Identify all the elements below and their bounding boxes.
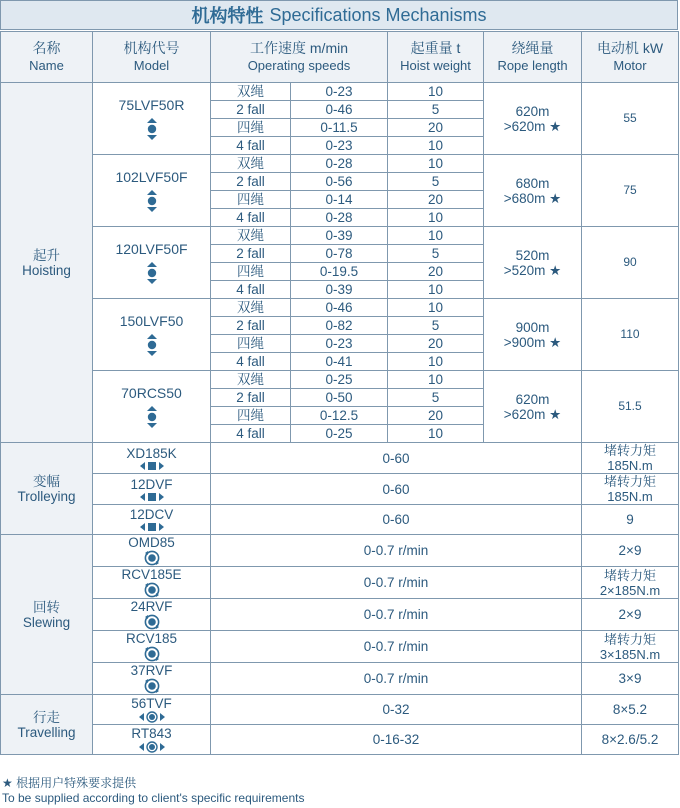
trolley-arrows-icon bbox=[93, 492, 210, 502]
rope-value-optional: >520m ★ bbox=[503, 262, 562, 278]
load-cell: 10 bbox=[388, 371, 484, 389]
load-cell: 5 bbox=[388, 317, 484, 335]
motor-cell: 90 bbox=[582, 227, 679, 299]
trolley-arrows-icon bbox=[93, 522, 210, 532]
model-cell bbox=[93, 695, 211, 725]
motor-cell bbox=[582, 695, 679, 725]
speed-cell: 0-60 bbox=[211, 505, 582, 535]
motor-cell: 110 bbox=[582, 299, 679, 371]
speed-cell: 0-82 bbox=[291, 317, 388, 335]
speed-cell: 0-0.7 r/min bbox=[211, 567, 582, 599]
table-row bbox=[1, 505, 679, 535]
load-cell: 5 bbox=[388, 389, 484, 407]
reeving-cell: 双绳 bbox=[211, 227, 291, 245]
table-row bbox=[1, 725, 679, 755]
model-cell bbox=[93, 299, 211, 371]
model-cell bbox=[93, 663, 211, 695]
table-row bbox=[1, 599, 679, 631]
model-name: 37RVF bbox=[130, 663, 173, 678]
speed-cell: 0-25 bbox=[291, 371, 388, 389]
speed-cell: 0-14 bbox=[291, 191, 388, 209]
rope-value: 620m bbox=[515, 103, 550, 119]
model-cell bbox=[93, 155, 211, 227]
model-name: 150LVF50 bbox=[119, 312, 184, 329]
load-cell: 10 bbox=[388, 425, 484, 443]
rope-cell bbox=[484, 83, 582, 155]
reeving-cell: 双绳 bbox=[211, 155, 291, 173]
table-row bbox=[1, 567, 679, 599]
speed-cell: 0-60 bbox=[211, 443, 582, 474]
reeving-cell: 四绳 bbox=[211, 263, 291, 281]
category-cn: 起升 bbox=[33, 247, 60, 263]
speed-cell: 0-23 bbox=[291, 137, 388, 155]
model-name: 12DVF bbox=[130, 476, 173, 492]
hoist-arrows-icon bbox=[93, 262, 210, 284]
header-name: 名称 Name bbox=[1, 32, 93, 83]
rope-cell bbox=[484, 371, 582, 443]
load-cell: 20 bbox=[388, 263, 484, 281]
category-travelling bbox=[1, 695, 93, 755]
model-cell bbox=[93, 227, 211, 299]
motor-line: 堵转力矩 bbox=[603, 631, 656, 647]
motor-line: 2×185N.m bbox=[599, 582, 661, 598]
model-name: 70RCS50 bbox=[121, 384, 182, 401]
model-cell bbox=[93, 725, 211, 755]
header-motor: 电动机 kW Motor bbox=[582, 32, 679, 83]
reeving-cell: 4 fall bbox=[211, 353, 291, 371]
motor-cell bbox=[582, 567, 679, 599]
slewing-icon bbox=[93, 646, 210, 662]
load-cell: 10 bbox=[388, 155, 484, 173]
model-cell bbox=[93, 371, 211, 443]
rope-value-optional: >680m ★ bbox=[503, 190, 562, 206]
speed-cell: 0-32 bbox=[211, 695, 582, 725]
travelling-section bbox=[1, 695, 679, 755]
slewing-icon bbox=[93, 550, 210, 566]
reeving-cell: 2 fall bbox=[211, 245, 291, 263]
rope-value: 900m bbox=[515, 319, 550, 335]
reeving-cell: 双绳 bbox=[211, 299, 291, 317]
motor-cell bbox=[582, 443, 679, 474]
model-name: OMD85 bbox=[128, 535, 175, 550]
table-row bbox=[1, 83, 679, 101]
table-row bbox=[1, 227, 679, 245]
motor-line: 8×2.6/5.2 bbox=[601, 732, 659, 747]
header-load: 起重量 t Hoist weight bbox=[388, 32, 484, 83]
rope-value-optional: >900m ★ bbox=[503, 334, 562, 350]
spec-table bbox=[0, 31, 679, 755]
speed-cell: 0-28 bbox=[291, 209, 388, 227]
rope-value: 520m bbox=[515, 247, 550, 263]
category-en: Slewing bbox=[22, 614, 71, 630]
model-cell bbox=[93, 83, 211, 155]
category-cn: 行走 bbox=[33, 709, 60, 725]
slewing-icon bbox=[93, 678, 210, 694]
model-name: RCV185E bbox=[121, 567, 182, 582]
speed-cell: 0-23 bbox=[291, 83, 388, 101]
speed-cell: 0-39 bbox=[291, 227, 388, 245]
slewing-section bbox=[1, 535, 679, 695]
trolleying-section bbox=[1, 443, 679, 535]
category-hoisting bbox=[1, 83, 93, 443]
header-row bbox=[1, 32, 679, 83]
speed-cell: 0-78 bbox=[291, 245, 388, 263]
speed-cell: 0-50 bbox=[291, 389, 388, 407]
model-name: RT843 bbox=[131, 726, 172, 741]
title-cn: 机构特性 bbox=[191, 6, 264, 26]
rope-value: 620m bbox=[515, 391, 550, 407]
motor-cell bbox=[582, 725, 679, 755]
motor-line: 9 bbox=[626, 512, 634, 527]
reeving-cell: 2 fall bbox=[211, 101, 291, 119]
load-cell: 10 bbox=[388, 353, 484, 371]
model-name: RCV185 bbox=[125, 631, 178, 646]
reeving-cell: 2 fall bbox=[211, 317, 291, 335]
load-cell: 20 bbox=[388, 407, 484, 425]
footnote-en: To be supplied according to client's specific requirements bbox=[2, 791, 305, 805]
reeving-cell: 四绳 bbox=[211, 407, 291, 425]
model-cell bbox=[93, 505, 211, 535]
motor-cell: 55 bbox=[582, 83, 679, 155]
motor-line: 堵转力矩 bbox=[603, 443, 656, 458]
reeving-cell: 2 fall bbox=[211, 389, 291, 407]
motor-line: 2×9 bbox=[618, 543, 642, 558]
motor-cell bbox=[582, 505, 679, 535]
slewing-icon bbox=[93, 614, 210, 630]
motor-cell: 51.5 bbox=[582, 371, 679, 443]
category-cn: 回转 bbox=[33, 599, 60, 615]
speed-cell: 0-46 bbox=[291, 101, 388, 119]
reeving-cell: 四绳 bbox=[211, 335, 291, 353]
speed-cell: 0-39 bbox=[291, 281, 388, 299]
load-cell: 10 bbox=[388, 83, 484, 101]
motor-cell bbox=[582, 663, 679, 695]
motor-line: 3×185N.m bbox=[599, 646, 661, 662]
load-cell: 10 bbox=[388, 299, 484, 317]
load-cell: 5 bbox=[388, 245, 484, 263]
model-cell bbox=[93, 474, 211, 505]
load-cell: 20 bbox=[388, 119, 484, 137]
trolley-arrows-icon bbox=[93, 461, 210, 471]
motor-cell bbox=[582, 631, 679, 663]
model-name: 56TVF bbox=[131, 696, 172, 711]
speed-cell: 0-0.7 r/min bbox=[211, 631, 582, 663]
motor-line: 2×9 bbox=[618, 607, 642, 622]
table-row bbox=[1, 371, 679, 389]
reeving-cell: 4 fall bbox=[211, 425, 291, 443]
model-cell bbox=[93, 535, 211, 567]
hoist-arrows-icon bbox=[93, 118, 210, 140]
hoist-arrows-icon bbox=[93, 190, 210, 212]
table-row bbox=[1, 695, 679, 725]
reeving-cell: 双绳 bbox=[211, 83, 291, 101]
motor-line: 3×9 bbox=[618, 671, 642, 686]
model-name: 75LVF50R bbox=[118, 96, 185, 113]
table-row bbox=[1, 443, 679, 474]
load-cell: 20 bbox=[388, 191, 484, 209]
model-cell bbox=[93, 567, 211, 599]
speed-cell: 0-23 bbox=[291, 335, 388, 353]
model-cell bbox=[93, 443, 211, 474]
category-en: Hoisting bbox=[22, 262, 71, 278]
speed-cell: 0-19.5 bbox=[291, 263, 388, 281]
speed-cell: 0-16-32 bbox=[211, 725, 582, 755]
motor-line: 8×5.2 bbox=[612, 702, 648, 717]
reeving-cell: 4 fall bbox=[211, 209, 291, 227]
motor-line: 185N.m bbox=[607, 489, 653, 504]
table-row bbox=[1, 299, 679, 317]
motor-cell bbox=[582, 535, 679, 567]
load-cell: 5 bbox=[388, 101, 484, 119]
table-row bbox=[1, 663, 679, 695]
reeving-cell: 4 fall bbox=[211, 281, 291, 299]
model-name: XD185K bbox=[126, 445, 177, 461]
table-title bbox=[0, 0, 678, 30]
table-row bbox=[1, 474, 679, 505]
table-row bbox=[1, 155, 679, 173]
header-model: 机构代号 Model bbox=[93, 32, 211, 83]
model-name: 12DCV bbox=[129, 507, 174, 522]
header-rope: 绕绳量 Rope length bbox=[484, 32, 582, 83]
category-en: Travelling bbox=[17, 724, 76, 740]
motor-line: 185N.m bbox=[607, 458, 653, 473]
travel-arrows-icon bbox=[93, 711, 210, 723]
model-cell bbox=[93, 599, 211, 631]
model-name: 102LVF50F bbox=[115, 168, 188, 185]
reeving-cell: 四绳 bbox=[211, 119, 291, 137]
hoist-arrows-icon bbox=[93, 406, 210, 428]
footnote-cn: ★ 根据用户特殊要求提供 bbox=[2, 776, 137, 790]
model-name: 24RVF bbox=[130, 599, 173, 614]
model-name: 120LVF50F bbox=[115, 240, 188, 257]
travel-arrows-icon bbox=[93, 741, 210, 753]
speed-cell: 0-46 bbox=[291, 299, 388, 317]
category-slewing bbox=[1, 535, 93, 695]
slewing-icon bbox=[93, 582, 210, 598]
speed-cell: 0-0.7 r/min bbox=[211, 663, 582, 695]
reeving-cell: 双绳 bbox=[211, 371, 291, 389]
table-row bbox=[1, 631, 679, 663]
load-cell: 10 bbox=[388, 281, 484, 299]
motor-line: 堵转力矩 bbox=[603, 567, 656, 583]
category-trolleying bbox=[1, 443, 93, 535]
hoist-arrows-icon bbox=[93, 334, 210, 356]
model-cell bbox=[93, 631, 211, 663]
speed-cell: 0-60 bbox=[211, 474, 582, 505]
speed-cell: 0-0.7 r/min bbox=[211, 599, 582, 631]
load-cell: 10 bbox=[388, 209, 484, 227]
motor-line: 堵转力矩 bbox=[603, 474, 656, 489]
speed-cell: 0-56 bbox=[291, 173, 388, 191]
load-cell: 20 bbox=[388, 335, 484, 353]
header-speed: 工作速度 m/min Operating speeds bbox=[211, 32, 388, 83]
footnote bbox=[2, 776, 304, 806]
title-en: Specifications Mechanisms bbox=[269, 4, 487, 25]
hoisting-section bbox=[1, 83, 679, 443]
rope-value-optional: >620m ★ bbox=[503, 118, 562, 134]
reeving-cell: 2 fall bbox=[211, 173, 291, 191]
motor-cell bbox=[582, 599, 679, 631]
rope-value: 680m bbox=[515, 175, 550, 191]
category-cn: 变幅 bbox=[33, 473, 60, 489]
speed-cell: 0-41 bbox=[291, 353, 388, 371]
reeving-cell: 四绳 bbox=[211, 191, 291, 209]
rope-cell bbox=[484, 299, 582, 371]
rope-value-optional: >620m ★ bbox=[503, 406, 562, 422]
load-cell: 10 bbox=[388, 227, 484, 245]
rope-cell bbox=[484, 155, 582, 227]
speed-cell: 0-28 bbox=[291, 155, 388, 173]
speed-cell: 0-25 bbox=[291, 425, 388, 443]
rope-cell bbox=[484, 227, 582, 299]
speed-cell: 0-11.5 bbox=[291, 119, 388, 137]
motor-cell: 75 bbox=[582, 155, 679, 227]
motor-cell bbox=[582, 474, 679, 505]
table-row bbox=[1, 535, 679, 567]
category-en: Trolleying bbox=[17, 488, 76, 504]
load-cell: 10 bbox=[388, 137, 484, 155]
speed-cell: 0-12.5 bbox=[291, 407, 388, 425]
speed-cell: 0-0.7 r/min bbox=[211, 535, 582, 567]
reeving-cell: 4 fall bbox=[211, 137, 291, 155]
load-cell: 5 bbox=[388, 173, 484, 191]
